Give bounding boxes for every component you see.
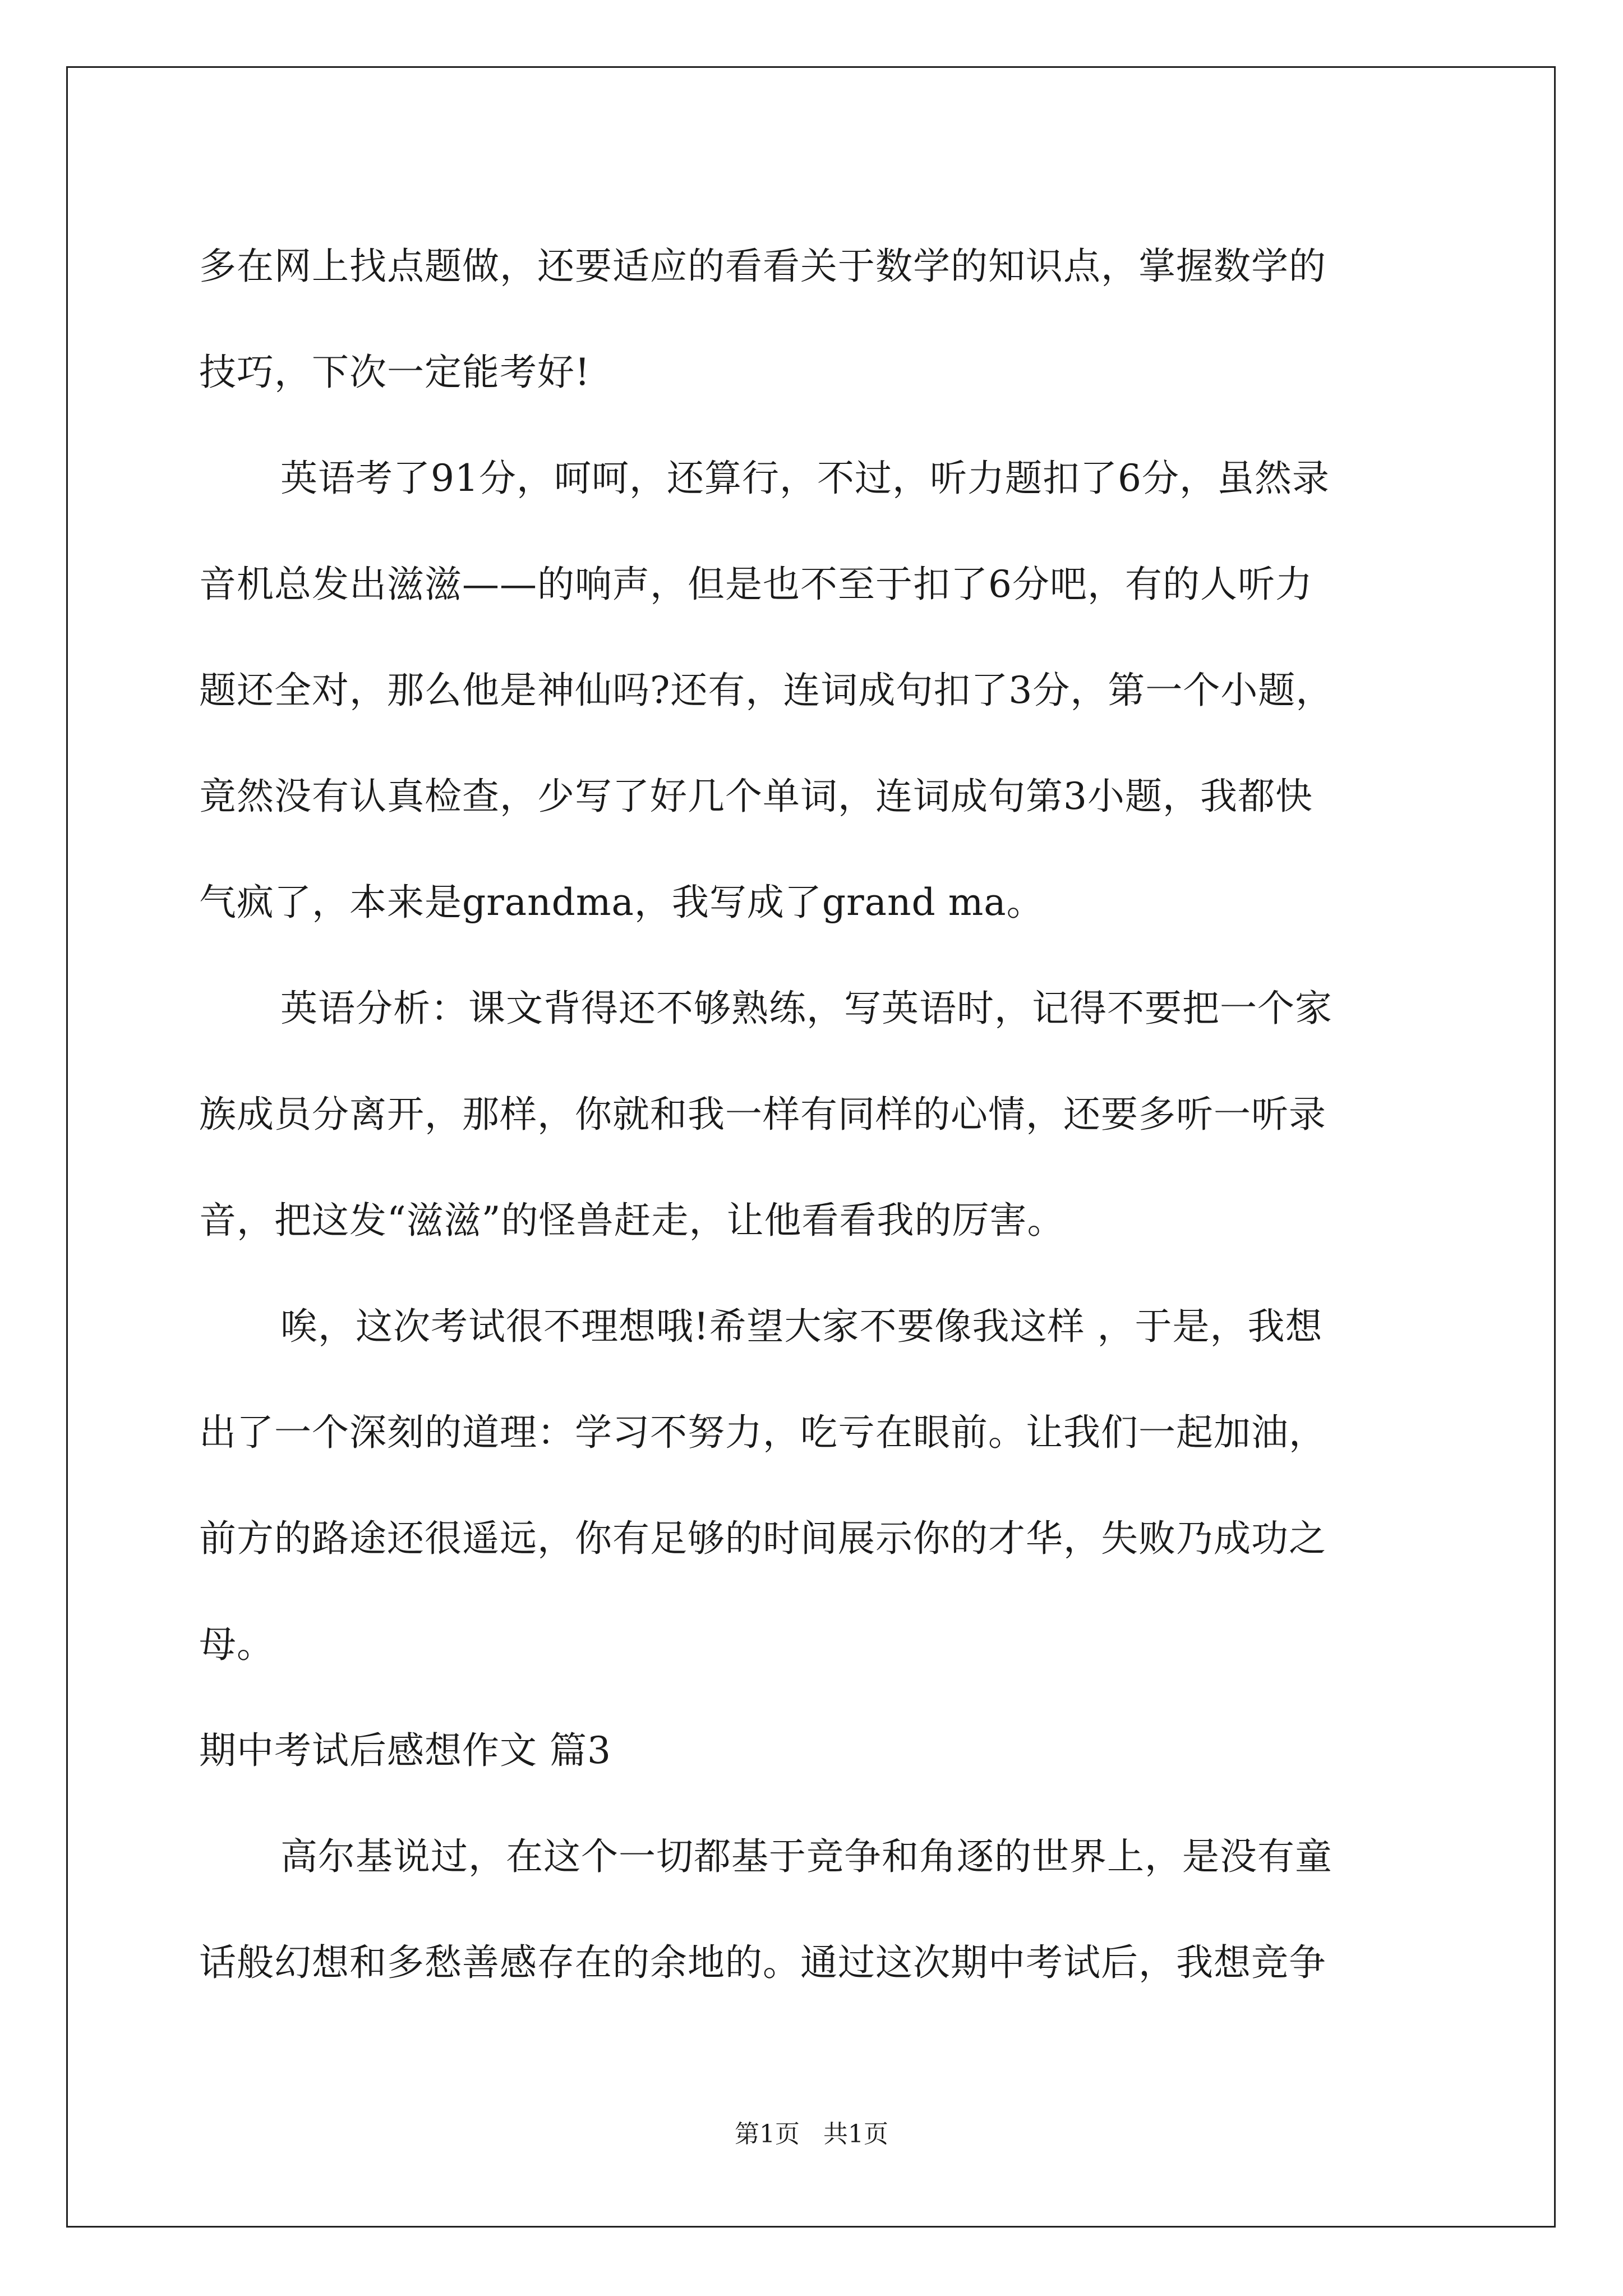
text-line: 气疯了，本来是grandma，我写成了grand ma。 xyxy=(199,881,1044,924)
text-line: 多在网上找点题做，还要适应的看看关于数学的知识点，掌握数学的 xyxy=(199,245,1326,288)
text-line: 母。 xyxy=(199,1623,274,1666)
text-line: 技巧，下次一定能考好! xyxy=(199,351,591,394)
text-line: 族成员分离开，那样，你就和我一样有同样的心情，还要多听一听录 xyxy=(199,1093,1326,1136)
text-line: 音，把这发“滋滋”的怪兽赶走，让他看看我的厉害。 xyxy=(199,1199,1065,1242)
text-line: 前方的路途还很遥远，你有足够的时间展示你的才华，失败乃成功之 xyxy=(199,1517,1326,1560)
text-line: 题还全对，那么他是神仙吗?还有，连词成句扣了3分，第一个小题， xyxy=(199,669,1334,712)
paragraph-start-line: 唉，这次考试很不理想哦!希望大家不要像我这样 ，于是，我想 xyxy=(280,1305,1323,1348)
text-line: 竟然没有认真检查，少写了好几个单词，连词成句第3小题，我都快 xyxy=(199,775,1313,818)
paragraph-start-line: 高尔基说过，在这个一切都基于竞争和角逐的世界上，是没有童 xyxy=(280,1835,1332,1878)
text-line: 音机总发出滋滋——的响声，但是也不至于扣了6分吧，有的人听力 xyxy=(199,563,1313,606)
section-heading: 期中考试后感想作文 篇3 xyxy=(199,1729,611,1772)
page-footer: 第1页 共1页 xyxy=(735,2120,888,2148)
paragraph-start-line: 英语考了91分，呵呵，还算行，不过，听力题扣了6分，虽然录 xyxy=(280,457,1330,500)
essay-body xyxy=(199,213,1433,2016)
text-line: 话般幻想和多愁善感存在的余地的。通过这次期中考试后，我想竞争 xyxy=(199,1941,1326,1984)
text-line: 出了一个深刻的道理：学习不努力，吃亏在眼前。让我们一起加油， xyxy=(199,1411,1326,1454)
paragraph-start-line: 英语分析：课文背得还不够熟练，写英语时，记得不要把一个家 xyxy=(280,987,1332,1030)
